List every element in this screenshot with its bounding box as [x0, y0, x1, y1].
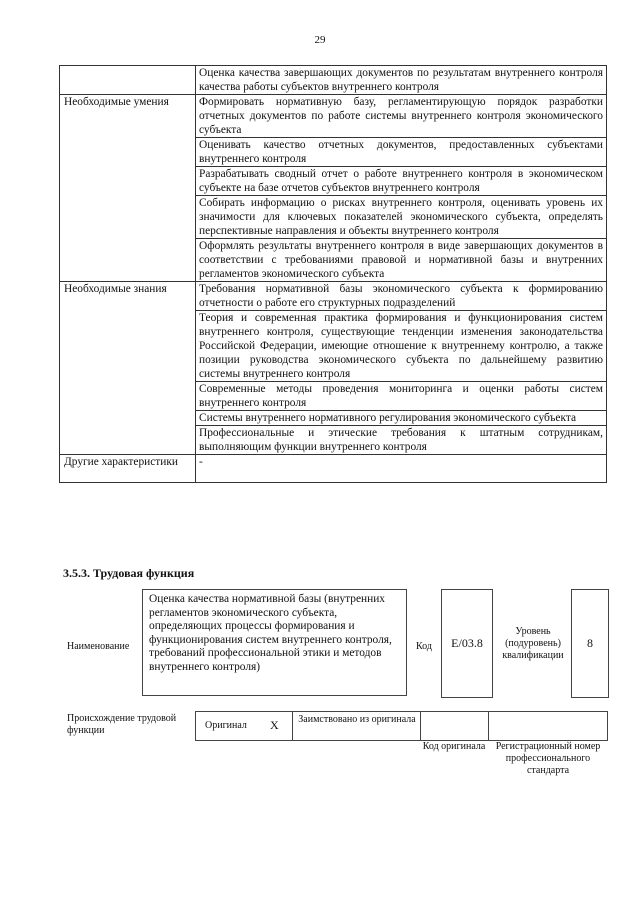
table-cell: Профессиональные и этические требования к штатным сотрудникам, выполняющим функции внутреннего контроля — [196, 426, 607, 455]
table-cell: Современные методы проведения мониторинга и оценки работы систем внутреннего контроля — [196, 382, 607, 411]
table-row — [60, 66, 607, 95]
table-cell: Собирать информацию о рисках внутреннего контроля, оценивать уровень их значимости для ключевых показателей экономического субъекта, определять перспективные направления и объекты внутреннего контроля — [196, 196, 607, 239]
row-label-other: Другие характеристики — [60, 455, 196, 483]
table-cell: Оценка качества завершающих документов по результатам внутреннего контроля качества работы субъектов внутреннего контроля — [196, 66, 607, 95]
table-row — [60, 282, 607, 311]
borrowed-label: Заимствовано из оригинала — [298, 714, 416, 725]
code-original-label: Код оригинала — [422, 741, 486, 752]
level-value-box: 8 — [571, 589, 609, 698]
table-cell: - — [196, 455, 607, 483]
row-label-skills: Необходимые умения — [60, 95, 196, 282]
table-cell: Теория и современная практика формирования и функционирования систем внутреннего контроля, существующие тенденции изменения законодательства Российской Федерации, имеющие отношение к внутреннему контролю, а также позиции руководства экономического субъекта по дальнейшему развитию системы внутреннего контроля — [196, 311, 607, 382]
row-label — [60, 66, 196, 95]
original-mark: X — [270, 718, 279, 732]
reg-number-label: Регистрационный номер профессионального стандарта — [495, 741, 601, 776]
table-cell: Оформлять результаты внутреннего контроля в виде завершающих документов в соответствии с требованиями правовой и нормативной базы и внутренних регламентов экономического субъекта — [196, 239, 607, 282]
table-cell: Требования нормативной базы экономического субъекта к формированию отчетности о работе его структурных подразделений — [196, 282, 607, 311]
section-title: 3.5.3. Трудовая функция — [63, 566, 195, 580]
skills-table — [59, 65, 607, 483]
table-cell: Системы внутреннего нормативного регулирования экономического субъекта — [196, 411, 607, 426]
code-label: Код — [416, 641, 432, 652]
level-label: Уровень (подуровень) квалификации — [502, 626, 564, 661]
table-cell: Разрабатывать сводный отчет о работе внутреннего контроля в экономическом субъекте на базе отчетов субъектов внутреннего контроля — [196, 167, 607, 196]
row-label-knowledge: Необходимые знания — [60, 282, 196, 455]
table-cell: Оценивать качество отчетных документов, предоставленных субъектами внутреннего контроля — [196, 138, 607, 167]
original-label: Оригинал — [205, 720, 247, 731]
origin-label: Происхождение трудовой функции — [67, 713, 177, 736]
code-original-cell — [420, 712, 489, 740]
table-cell: Формировать нормативную базу, регламентирующую порядок разработки отчетных документов по работе системы внутреннего контроля экономического субъекта — [196, 95, 607, 138]
borrowed-cell — [292, 712, 421, 740]
code-value-box: E/03.8 — [441, 589, 493, 698]
page-number: 29 — [314, 34, 326, 46]
name-label: Наименование — [67, 641, 130, 652]
table-row — [60, 455, 607, 483]
function-name-box: Оценка качества нормативной базы (внутренних регламентов экономического субъекта, определяющих процессы формирования и функционирования систем внутреннего контроля, требований профессиональной этики и методов внутреннего контроля) — [142, 589, 407, 696]
table-row — [60, 95, 607, 138]
origin-box — [195, 711, 608, 741]
reg-number-cell — [488, 712, 608, 740]
